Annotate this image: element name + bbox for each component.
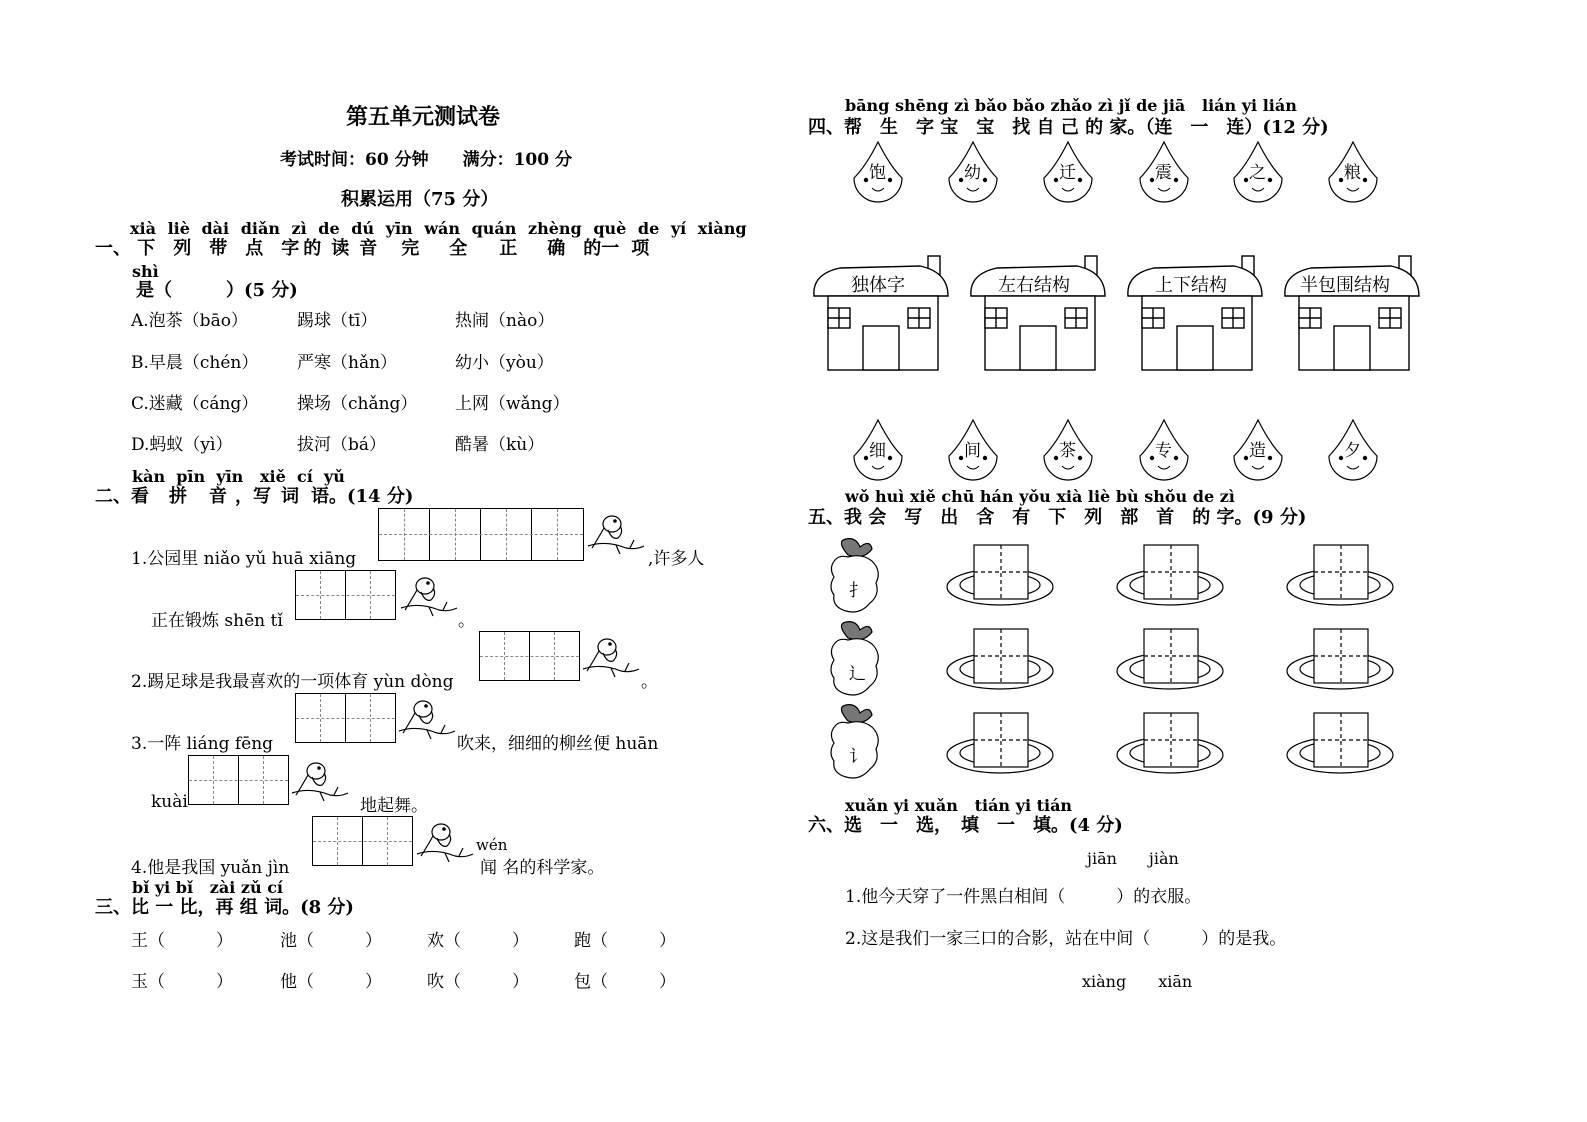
plate-writing-box[interactable]	[1115, 543, 1225, 607]
q2-pinyin: kàn pīn yīn xiě cí yǔ	[132, 467, 345, 486]
q2-sentence3d: 地起舞。	[360, 796, 428, 816]
q2-sentence4b: 闻 名的科学家。	[480, 858, 605, 878]
q3-heading: 三、比 一 比，再 组 词。(8 分)	[95, 897, 354, 918]
plate-writing-box[interactable]	[1285, 543, 1395, 607]
drop-char: 茶	[1059, 441, 1076, 461]
house-label: 左右结构	[998, 275, 1070, 296]
q3-row2-item2: 他（ ）	[280, 972, 382, 992]
drop-char: 震	[1155, 163, 1172, 183]
q6-options-2: xiàng xiān	[1082, 972, 1193, 991]
q1-option-d2: 拔河（bá）	[297, 435, 387, 455]
q1-heading: 一、 下 列 带 点 字 的 读 音 完 全 正 确 的一 项	[95, 238, 650, 259]
plate-writing-box[interactable]	[1115, 627, 1225, 691]
answer-box-shenti[interactable]	[295, 570, 396, 620]
exam-info: 考试时间：60 分钟 满分：100 分	[280, 150, 572, 170]
q2-sentence1a: 1.公园里 niǎo yǔ huā xiāng	[131, 549, 357, 569]
drop-char: 幼	[964, 163, 981, 183]
q3-row2-item3: 吹（ ）	[427, 972, 529, 992]
q2-sentence1b: ,许多人	[648, 549, 705, 569]
q6-options-1: jiān jiàn	[1087, 849, 1179, 868]
q2-sentence3c: kuài	[151, 792, 188, 812]
drop-char: 粮	[1344, 163, 1361, 183]
bird-branch-icon	[399, 572, 459, 620]
q1-option-a3: 热闹（nào）	[455, 311, 555, 331]
answer-box-yuanjin[interactable]	[312, 816, 413, 866]
q2-sentence1c: 正在锻炼 shēn tǐ	[151, 611, 283, 631]
q1-line2: 是（ ）(5 分)	[136, 280, 298, 301]
q3-row1-item1: 王（ ）	[131, 931, 233, 951]
q2-sentence4-pinyin: wén	[476, 836, 508, 854]
answer-box-huankuai[interactable]	[188, 755, 289, 805]
q6-sentence2: 2.这是我们一家三口的合影，站在中间（ ）的是我。	[845, 929, 1287, 949]
bird-branch-icon	[415, 818, 475, 866]
q3-pinyin: bǐ yi bǐ zài zǔ cí	[132, 878, 284, 897]
drop-char: 细	[869, 441, 886, 461]
q1-option-a: A.泡茶（bāo）	[131, 311, 248, 331]
q6-sentence1: 1.他今天穿了一件黑白相间（ ）的衣服。	[845, 887, 1202, 907]
bird-branch-icon	[586, 510, 646, 558]
house-label: 独体字	[851, 275, 905, 296]
radical-label: 讠	[849, 747, 866, 767]
q1-option-c: C.迷藏（cáng）	[131, 394, 259, 414]
q3-row2-item4: 包（ ）	[574, 972, 676, 992]
q1-option-c3: 上网（wǎng）	[455, 394, 570, 414]
answer-box-niaoyuhuaxiang[interactable]	[378, 508, 584, 561]
drop-char: 饱	[869, 163, 886, 183]
answer-box-yundong[interactable]	[479, 631, 580, 681]
q2-heading: 二、看 拼 音 ，写 词 语。(14 分)	[95, 486, 414, 507]
q1-line2-pinyin: shì	[132, 262, 159, 281]
plate-writing-box[interactable]	[1115, 711, 1225, 775]
bird-branch-icon	[581, 633, 641, 681]
drop-char: 迁	[1059, 163, 1076, 183]
part-title: 积累运用（75 分）	[341, 189, 499, 210]
q2-sentence2b: 。	[641, 672, 658, 692]
plate-writing-box[interactable]	[945, 543, 1055, 607]
q4-heading: 四、帮 生 字 宝 宝 找 自 己 的 家。（连 一 连）(12 分)	[808, 117, 1329, 138]
house-label: 半包围结构	[1300, 275, 1390, 296]
q1-option-b3: 幼小（yòu）	[455, 353, 554, 373]
bird-branch-icon	[397, 695, 457, 743]
q2-sentence4a: 4.他是我国 yuǎn jìn	[131, 858, 290, 878]
page-title: 第五单元测试卷	[346, 104, 501, 130]
bird-branch-icon	[290, 757, 350, 805]
drop-char: 间	[964, 441, 981, 461]
q5-pinyin: wǒ huì xiě chū hán yǒu xià liè bù shǒu de zì	[845, 487, 1235, 506]
q3-row1-item2: 池（ ）	[280, 931, 382, 951]
answer-box-liangfeng[interactable]	[295, 693, 396, 743]
q2-sentence3a: 3.一阵 liáng fēng	[131, 734, 274, 754]
plate-writing-box[interactable]	[945, 711, 1055, 775]
drop-char: 夕	[1344, 441, 1361, 461]
plate-writing-box[interactable]	[1285, 627, 1395, 691]
q5-heading: 五、我 会 写 出 含 有 下 列 部 首 的 字。(9 分)	[808, 507, 1307, 528]
plate-writing-box[interactable]	[945, 627, 1055, 691]
q1-option-d3: 酷暑（kù）	[455, 435, 545, 455]
drop-char: 造	[1249, 441, 1266, 461]
q2-sentence1d: 。	[458, 611, 475, 631]
q1-option-b2: 严寒（hǎn）	[297, 353, 398, 373]
radical-label: 辶	[849, 664, 866, 684]
q2-sentence3b: 吹来，细细的柳丝便 huān	[457, 734, 659, 754]
q2-sentence2a: 2.踢足球是我最喜欢的一项体育 yùn dòng	[131, 672, 454, 692]
q1-option-d: D.蚂蚁（yì）	[131, 435, 233, 455]
q1-pinyin: xià liè dài diǎn zì de dú yīn wán quán zhèng què de yí xiàng	[130, 219, 747, 238]
q3-row1-item4: 跑（ ）	[574, 931, 676, 951]
drop-char: 之	[1249, 163, 1266, 183]
q1-option-a2: 踢球（tī）	[297, 311, 378, 331]
q3-row1-item3: 欢（ ）	[427, 931, 529, 951]
q1-option-b: B.早晨（chén）	[131, 353, 259, 373]
q1-option-c2: 操场（chǎng）	[297, 394, 418, 414]
house-label: 上下结构	[1155, 275, 1227, 296]
q4-pinyin: bāng shēng zì bǎo bǎo zhǎo zì jǐ de jiā lián yi lián	[845, 96, 1297, 115]
q3-row2-item1: 玉（ ）	[131, 972, 233, 992]
q6-pinyin: xuǎn yi xuǎn tián yi tián	[845, 796, 1073, 815]
radical-label: 扌	[849, 581, 866, 601]
q6-heading: 六、选 一 选， 填 一 填。(4 分)	[808, 815, 1123, 836]
drop-char: 专	[1155, 441, 1172, 461]
plate-writing-box[interactable]	[1285, 711, 1395, 775]
